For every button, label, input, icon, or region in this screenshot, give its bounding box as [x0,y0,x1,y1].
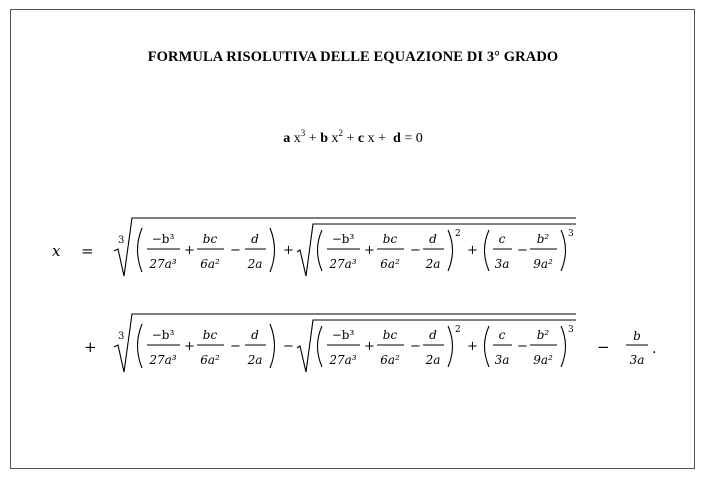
frac-num: c [498,232,506,246]
cube-index: 3 [118,235,125,246]
frac-num: bc [382,328,398,342]
equals-sign: = [81,242,94,260]
coef-a: a [283,131,291,146]
tail-minus: − [597,338,610,356]
frac-num: d [429,328,437,342]
cube-root-minus [114,314,576,372]
var-x2: x [331,131,339,146]
var-x1: x [367,131,375,146]
left-paren [318,230,323,271]
op-sign: + [184,339,195,354]
plus-sign: + [308,131,317,146]
plus-sign: + [378,131,387,146]
left-paren [485,230,490,271]
op-sign: + [364,339,375,354]
exp-3: 3 [568,325,574,335]
frac-den: 2a [425,353,441,367]
frac-den: 9a² [533,353,553,367]
coef-c: c [357,131,365,146]
op-sign: − [517,339,528,354]
frac-den: 3a [494,257,510,271]
frac-num: bc [202,232,218,246]
frac-num: −b³ [151,328,175,342]
op-sign: + [184,243,195,258]
last-frac-den: 3a [629,353,645,367]
frac-num: d [251,328,259,342]
frac-den: 27a³ [329,353,357,367]
frac-den: 2a [247,353,263,367]
frac-num: d [251,232,259,246]
coef-d: d [393,131,401,146]
op-sign: − [230,339,241,354]
exp-3: 3 [300,128,306,138]
exp-2: 2 [338,128,343,138]
frac-num: bc [382,232,398,246]
frac-num: b² [536,232,550,246]
frac-den: 6a² [380,353,400,367]
cube-index: 3 [118,331,125,342]
lhs-x: x [52,242,61,260]
exp-2: 2 [455,229,461,239]
frac-den: 27a³ [329,257,357,271]
left-paren [138,228,143,272]
op-sign: − [517,243,528,258]
plus-sign: + [346,131,355,146]
left-paren [138,324,143,368]
op-sign: − [410,243,421,258]
right-paren [270,228,275,272]
coef-b: b [320,131,328,146]
frac-num: −b³ [331,328,355,342]
op-sign: − [230,243,241,258]
leading-plus: + [84,338,97,356]
frac-den: 6a² [200,353,220,367]
frac-den: 27a³ [149,257,177,271]
frac-num: −b³ [151,232,175,246]
page-title: FORMULA RISOLUTIVA DELLE EQUAZIONE DI 3° GRADO [147,49,559,65]
frac-num: bc [202,328,218,342]
frac-den: 3a [494,353,510,367]
equals-zero: = 0 [404,131,423,146]
cube-root-plus [114,218,576,276]
right-paren [448,230,453,271]
frac-num: d [429,232,437,246]
frac-num: b² [536,328,550,342]
frac-num: −b³ [331,232,355,246]
last-frac-num: b [633,329,641,343]
frac-den: 6a² [200,257,220,271]
var-x3: x [293,131,301,146]
op-sign: + [467,339,478,354]
op-sign: + [467,243,478,258]
op-sign: − [410,339,421,354]
right-paren [448,326,453,367]
right-paren [561,230,566,271]
frac-den: 2a [425,257,441,271]
op-sign: + [283,243,294,258]
exp-3: 3 [568,229,574,239]
frac-den: 9a² [533,257,553,271]
op-sign: − [283,339,294,354]
left-paren [485,326,490,367]
left-paren [318,326,323,367]
op-sign: + [364,243,375,258]
frac-den: 6a² [380,257,400,271]
right-paren [561,326,566,367]
right-paren [270,324,275,368]
frac-den: 2a [247,257,263,271]
frac-num: c [498,328,506,342]
exp-2: 2 [455,325,461,335]
period: . [652,341,657,357]
frac-den: 27a³ [149,353,177,367]
